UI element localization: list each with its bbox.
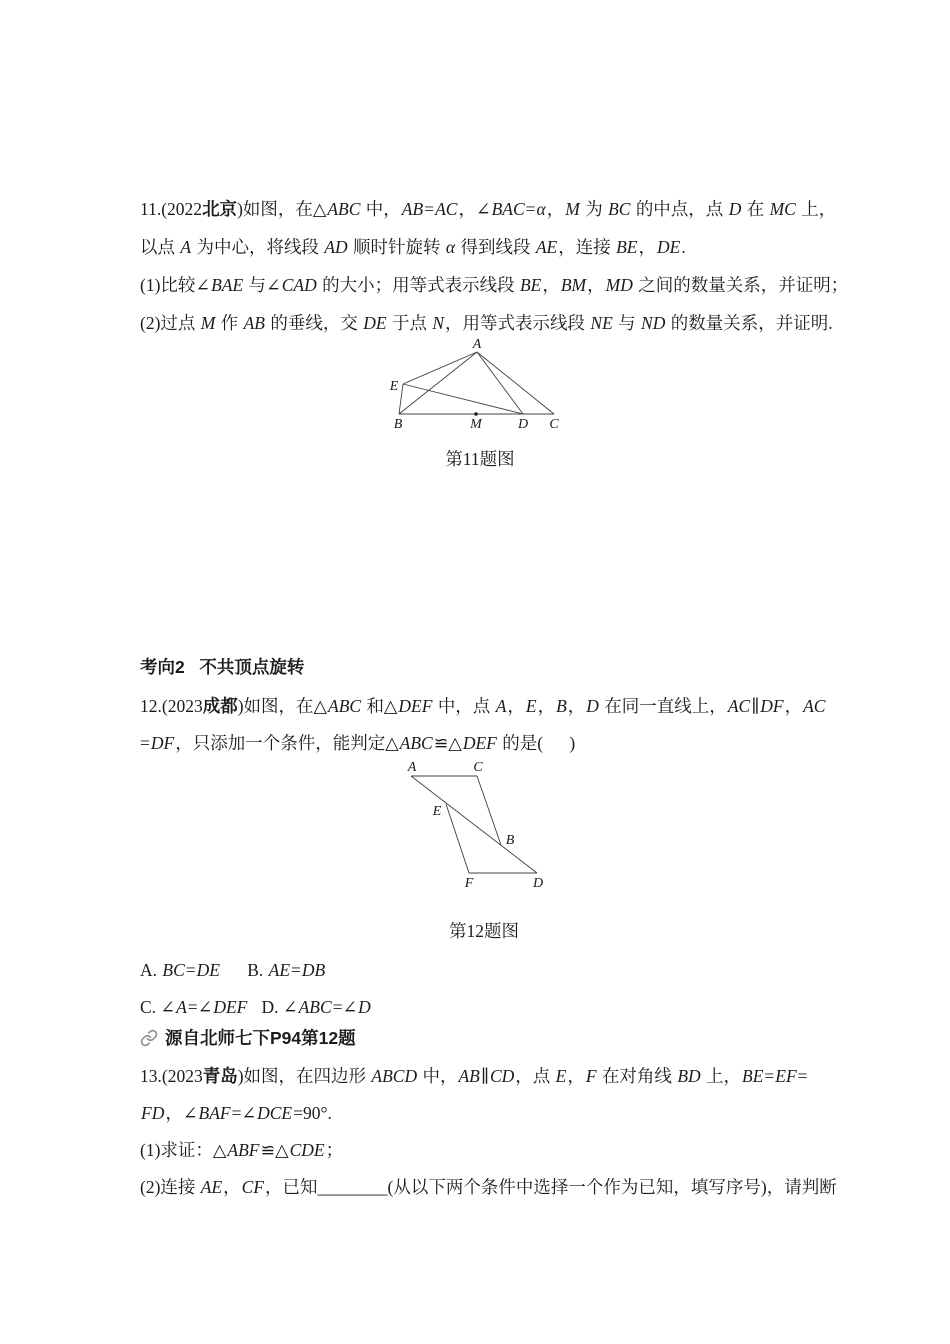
vertex-label-c: C <box>473 760 483 775</box>
source-note-text: 源自北师七下P94第12题 <box>165 1028 356 1048</box>
vertex-label-e: E <box>432 804 442 819</box>
figure-11-caption: 第11题图 <box>445 449 515 469</box>
problem-12-line-2: =DF，只添加一个条件，能判定△ABC≌△DEF 的是( ) <box>140 733 576 753</box>
vertex-label-f: F <box>464 876 474 891</box>
vertex-label-d: D <box>532 876 544 891</box>
vertex-label-d: D <box>517 417 529 432</box>
problem-12-options-ab: A. BC=DE B. AE=DB <box>140 960 326 980</box>
vertex-label-c: C <box>549 417 559 432</box>
source-note-row <box>140 1027 356 1049</box>
problem-11-line-2: 以点 A 为中心，将线段 AD 顺时针旋转 α 得到线段 AE，连接 BE，DE. <box>140 237 686 257</box>
vertex-label-e: E <box>389 379 399 394</box>
midpoint-m-dot <box>474 412 478 416</box>
problem-13-line-1: 13.(2023青岛)如图，在四边形 ABCD 中，AB∥CD，点 E，F 在对角线 BD 上，BE=EF= <box>140 1066 808 1086</box>
section-heading-kaoxiang-2: 考向2 不共顶点旋转 <box>140 657 305 677</box>
figure-12-lines <box>411 776 537 873</box>
problem-11-line-1: 11.(2022北京)如图，在△ABC 中，AB=AC，∠BAC=α，M 为 BC 的中点，点 D 在 MC 上， <box>140 199 837 219</box>
problem-13-part-1: (1)求证：△ABF≌△CDE； <box>140 1140 344 1160</box>
vertex-label-m: M <box>470 417 482 432</box>
figure-problem-11 <box>380 335 580 435</box>
problem-12-options-cd: C. ∠A=∠DEF D. ∠ABC=∠D <box>140 997 371 1017</box>
problem-13-line-2: FD，∠BAF=∠DCE=90°. <box>141 1103 332 1123</box>
vertex-label-a: A <box>407 760 417 775</box>
vertex-label-b: B <box>505 833 515 848</box>
problem-12-line-1: 12.(2023成都)如图，在△ABC 和△DEF 中，点 A，E，B，D 在同一直线上，AC∥DF，AC <box>140 696 826 716</box>
link-icon <box>140 1029 158 1047</box>
vertex-label-b: B <box>393 417 403 432</box>
problem-11-part-2: (2)过点 M 作 AB 的垂线，交 DE 于点 N，用等式表示线段 NE 与 ND 的数量关系，并证明. <box>140 313 833 333</box>
figure-11-lines <box>399 352 554 414</box>
problem-13-part-2: (2)连接 AE，CF，已知________(从以下两个条件中选择一个作为已知，填写序号)，请判断 <box>140 1177 837 1197</box>
figure-12-caption: 第12题图 <box>449 921 519 941</box>
figure-problem-12 <box>395 755 555 895</box>
problem-11-part-1: (1)比较∠BAE 与∠CAD 的大小；用等式表示线段 BE，BM，MD 之间的数量关系，并证明； <box>140 275 849 295</box>
vertex-label-a: A <box>472 337 482 352</box>
